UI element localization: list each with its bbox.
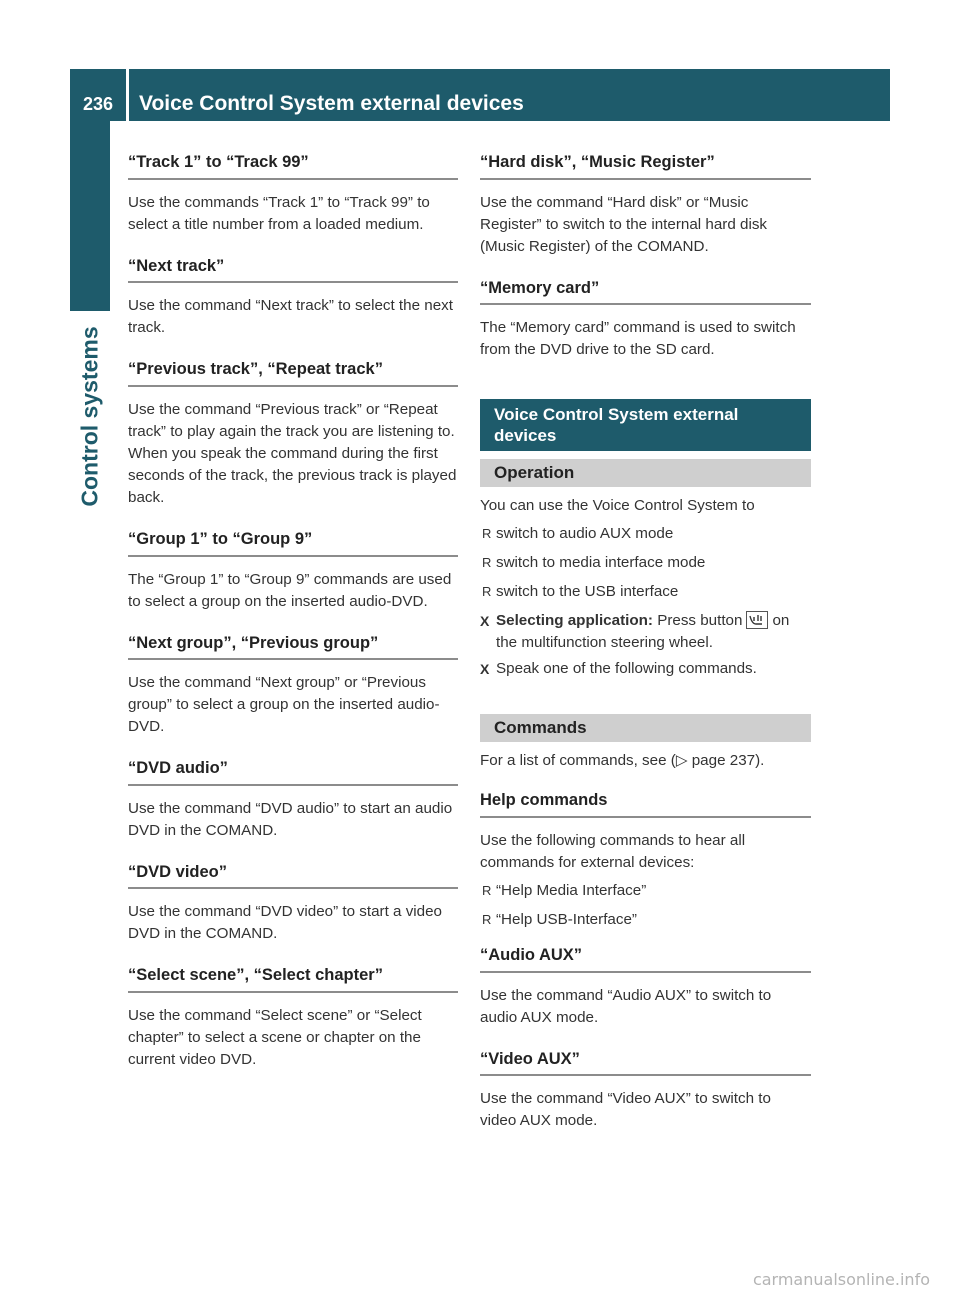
paragraph: Use the command “Select scene” or “Select chapter” to select a scene or chapter on the current video DVD. (128, 1007, 422, 1068)
subheading-video-aux: “Video AUX” (480, 1049, 811, 1077)
instruction-step (480, 658, 811, 680)
block-previous-track (128, 359, 458, 509)
chapter-label (69, 311, 111, 521)
list-item-text: switch to the USB interface (496, 583, 679, 601)
list-item-text: “Help Media Interface” (496, 881, 647, 899)
step-arrow-icon: X (480, 661, 490, 678)
step-label: Selecting application: (496, 612, 653, 630)
block-next-group (128, 633, 458, 739)
paragraph: Use the command “Previous track” or “Repeat track” to play again the track you are listening to. When you speak the command during the first seconds of the track, the previous track is played back. (128, 400, 457, 506)
step-text: Speak one of the following commands. (496, 660, 757, 678)
page-header (70, 69, 890, 121)
block-dvd-audio (128, 758, 458, 842)
subheading: “Group 1” to “Group 9” (128, 529, 458, 557)
left-column (128, 152, 458, 1091)
voice-button-glyph (747, 612, 767, 628)
right-column (480, 152, 811, 1152)
block-memory-card (480, 278, 811, 362)
subsection-heading-operation: Operation (480, 459, 811, 487)
page-ref-icon: ▷ (675, 752, 688, 770)
subheading: “Select scene”, “Select chapter” (128, 965, 458, 993)
instruction-step (480, 610, 811, 654)
paragraph: Use the command “Next group” or “Previous group” to select a group on the inserted audio-DVD. (128, 674, 440, 736)
paragraph: Use the command “DVD audio” to start an audio DVD in the COMAND. (128, 799, 453, 839)
block-group (128, 529, 458, 613)
block-select-scene (128, 965, 458, 1071)
paragraph: Use the commands “Track 1” to “Track 99” to select a title number from a loaded medium. (128, 193, 430, 233)
list-item (480, 909, 811, 931)
help-bullet-list (480, 880, 811, 931)
bullet-icon: R (482, 911, 492, 927)
subheading: “DVD video” (128, 862, 458, 890)
list-item-text: switch to audio AUX mode (496, 525, 674, 543)
commands-text (480, 750, 811, 772)
step-arrow-icon: X (480, 613, 490, 630)
subheading: “Track 1” to “Track 99” (128, 152, 458, 180)
bullet-icon: R (482, 555, 492, 571)
paragraph: Use the command “Audio AUX” to switch to audio AUX mode. (480, 986, 772, 1026)
subheading: “DVD audio” (128, 758, 458, 786)
subheading-help: Help commands (480, 790, 811, 818)
commands-text-pre: For a list of commands, see ( (480, 752, 676, 770)
step-text: Press button (652, 612, 743, 630)
list-item-text: switch to media interface mode (496, 554, 706, 572)
subheading: “Previous track”, “Repeat track” (128, 359, 458, 387)
page-title: Voice Control System external devices (139, 92, 524, 115)
block-dvd-video (128, 862, 458, 946)
block-next-track (128, 256, 458, 340)
section-heading: Voice Control System external devices (480, 399, 811, 451)
list-item (480, 523, 811, 545)
paragraph: Use the command “Next track” to select the next track. (128, 297, 453, 337)
subheading: “Next track” (128, 256, 458, 284)
list-item (480, 581, 811, 603)
subheading: “Hard disk”, “Music Register” (480, 152, 811, 180)
list-item-text: “Help USB-Interface” (496, 910, 637, 928)
block-hard-disk (480, 152, 811, 258)
bullet-icon: R (482, 526, 492, 542)
paragraph: The “Group 1” to “Group 9” commands are used to select a group on the inserted audio-DVD. (128, 570, 452, 610)
list-item (480, 552, 811, 574)
watermark-text: carmanualsonline.info (752, 1270, 930, 1289)
help-intro: Use the following commands to hear all commands for external devices: (480, 831, 746, 871)
list-item (480, 880, 811, 902)
subheading: “Next group”, “Previous group” (128, 633, 458, 661)
commands-text-post: page 237). (687, 752, 765, 770)
bullet-icon: R (482, 882, 492, 898)
operation-intro: You can use the Voice Control System to (480, 497, 755, 515)
block-track (128, 152, 458, 236)
step-text: on the multifunction steering wheel. (496, 612, 790, 652)
subheading: “Memory card” (480, 278, 811, 306)
subsection-heading-commands: Commands (480, 714, 811, 742)
chapter-label-text: Control systems (76, 325, 103, 507)
subheading-audio-aux: “Audio AUX” (480, 945, 811, 973)
operation-bullet-list (480, 523, 811, 603)
voice-button-icon (746, 611, 768, 629)
paragraph: Use the command “Hard disk” or “Music Register” to switch to the internal hard disk (Music Register) of the COMAND. (480, 193, 768, 255)
paragraph: Use the command “Video AUX” to switch to video AUX mode. (480, 1090, 771, 1130)
chapter-tab (70, 121, 110, 311)
paragraph: The “Memory card” command is used to switch from the DVD drive to the SD card. (480, 319, 796, 359)
bullet-icon: R (482, 584, 492, 600)
page-number: 236 (82, 94, 114, 114)
paragraph: Use the command “DVD video” to start a video DVD in the COMAND. (128, 903, 443, 943)
